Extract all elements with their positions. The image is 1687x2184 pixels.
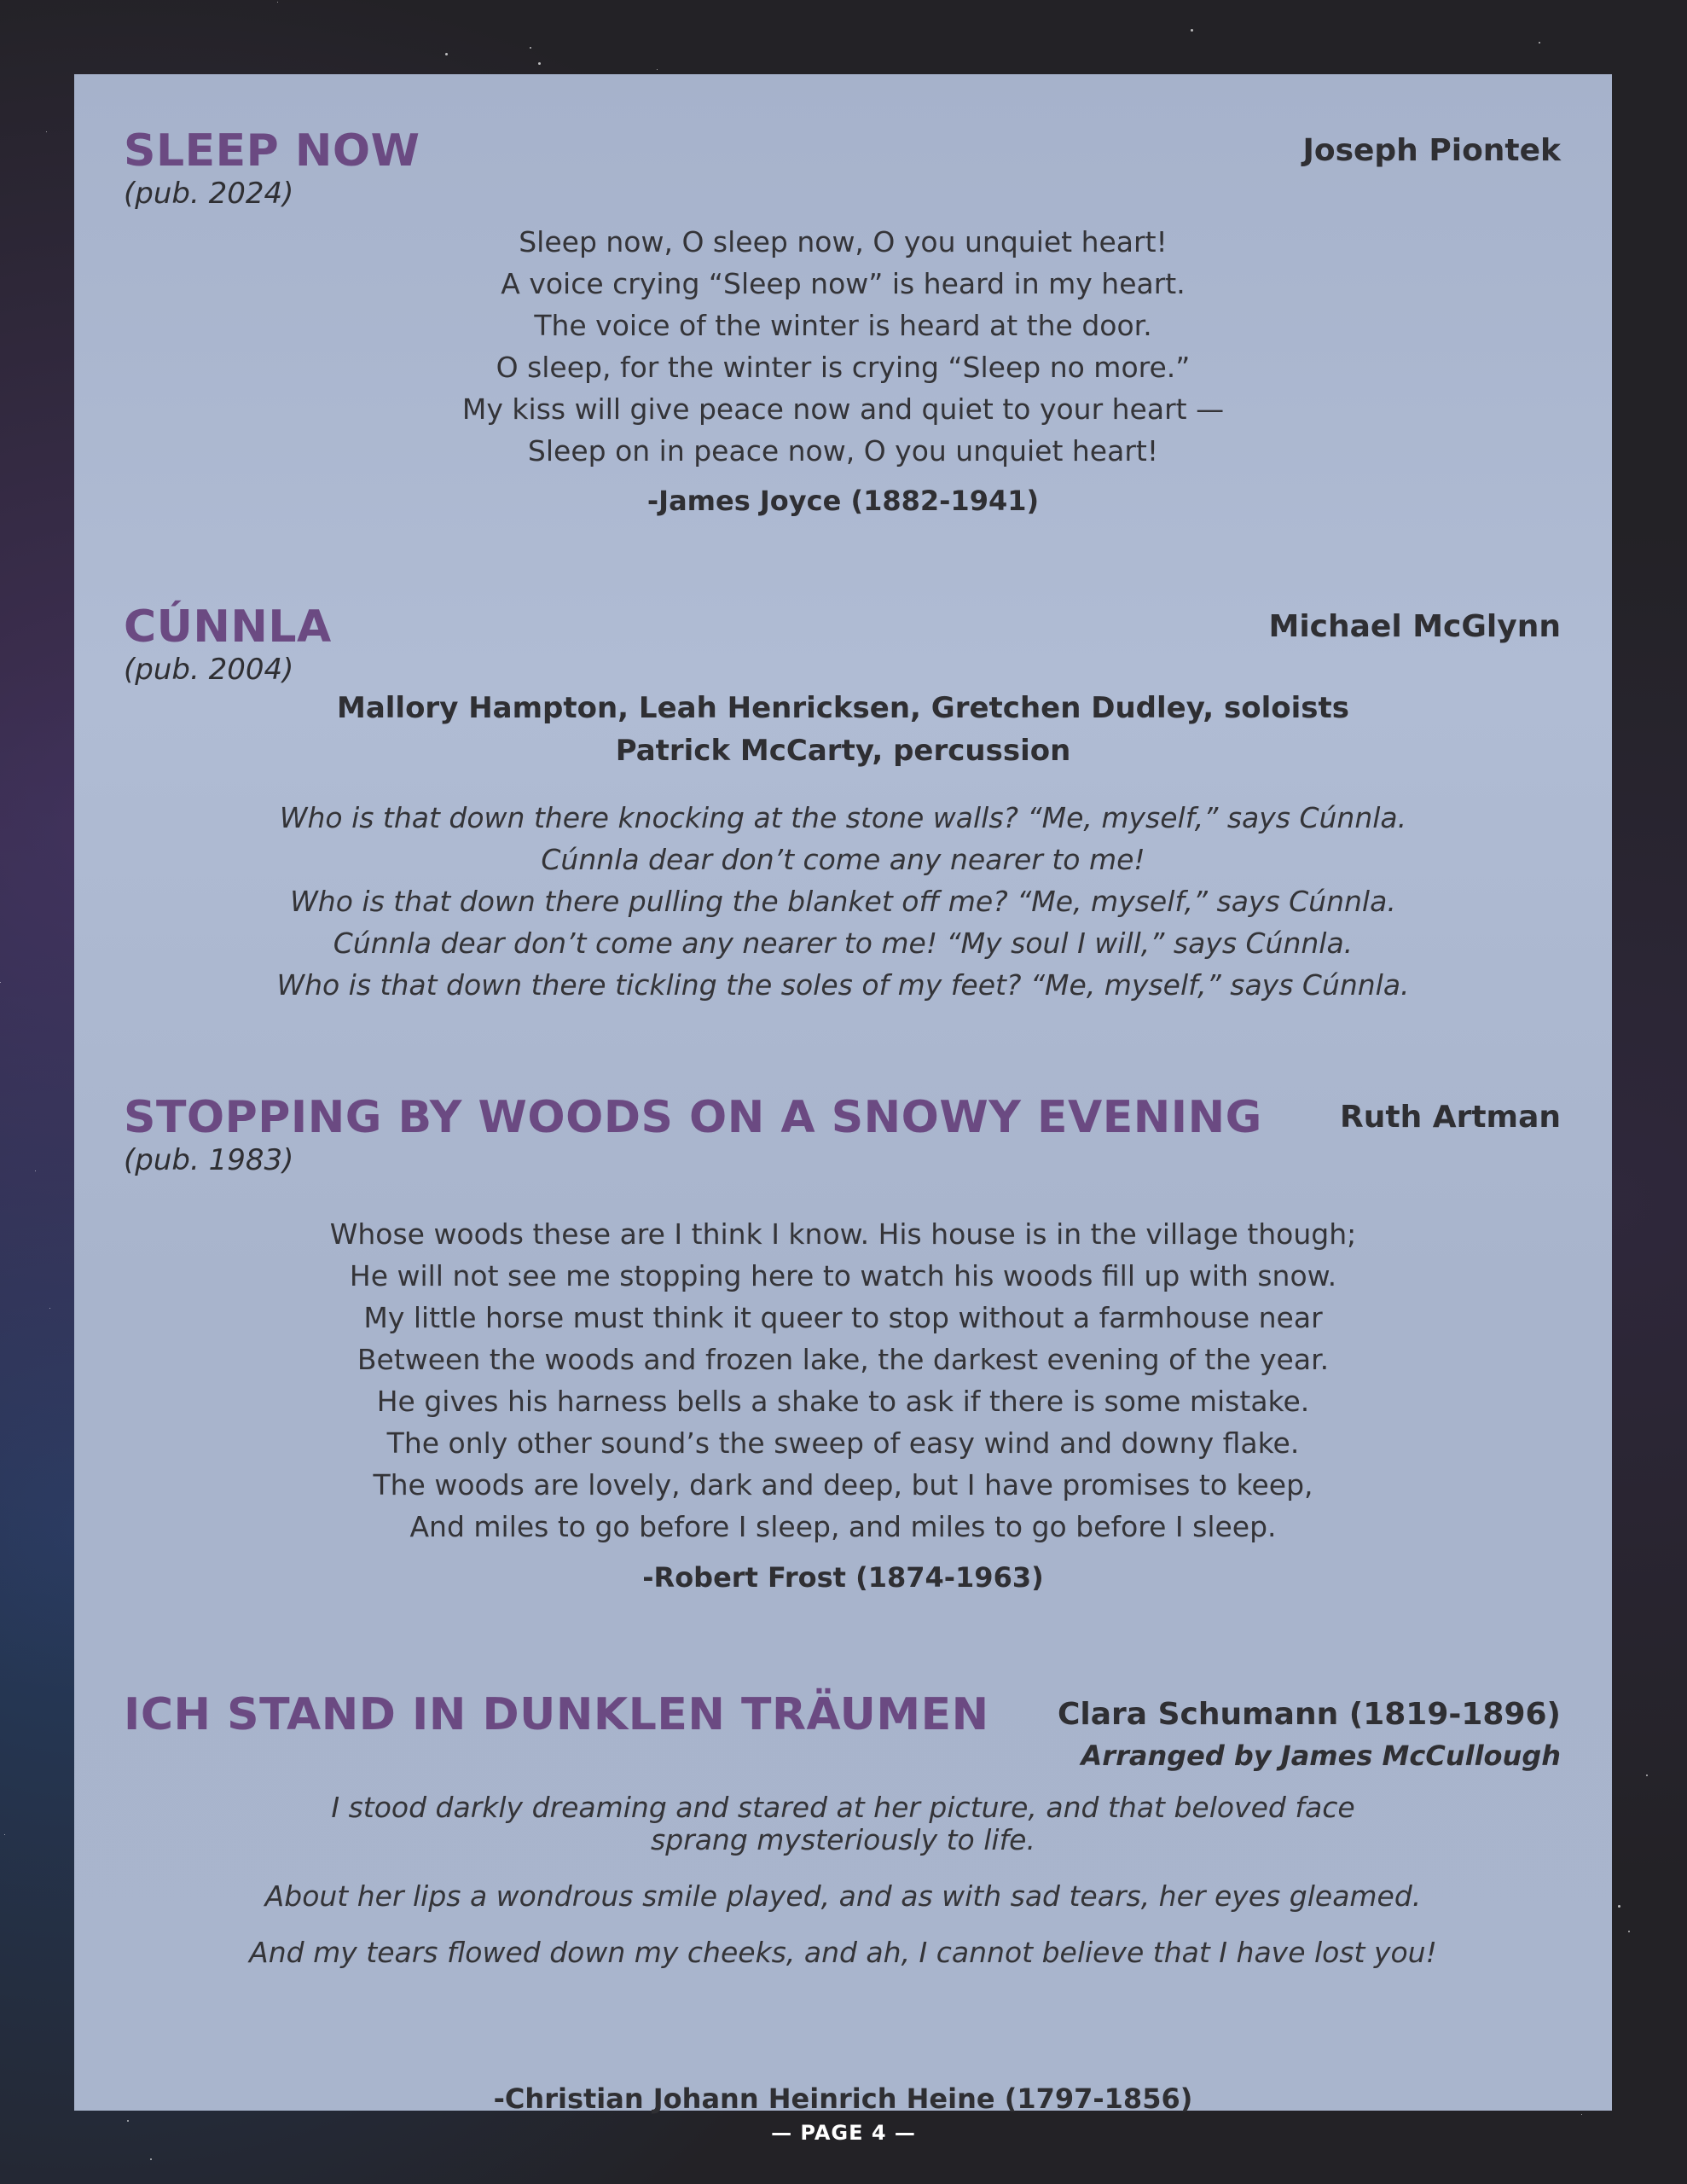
performer-line: Patrick McCarty, percussion [615, 734, 1071, 768]
poem-text [74, 1792, 1612, 1993]
performer-line: Mallory Hampton, Leah Henricksen, Gretchen Dudley, soloists [336, 691, 1349, 725]
composer-name: Michael McGlynn [1268, 609, 1561, 644]
poem-line: Cúnnla dear don’t come any nearer to me! [541, 843, 1145, 876]
piece-cunnla [74, 601, 1612, 1002]
poem-line: Between the woods and frozen lake, the darkest evening of the year. [357, 1343, 1330, 1376]
publication-year: (pub. 2024) [124, 177, 294, 211]
poem-text [74, 221, 1612, 472]
poem-text [74, 797, 1612, 1006]
star [538, 62, 541, 65]
poem-text [74, 1213, 1612, 1548]
poem-line: Sleep now, O sleep now, O you unquiet heart! [519, 225, 1168, 258]
star [1191, 29, 1193, 32]
poem-line: And my tears flowed down my cheeks, and ah, I cannot believe that I have lost you! [249, 1936, 1437, 1969]
star [4, 1834, 5, 1835]
poem-line: I stood darkly dreaming and stared at her picture, and that beloved face [331, 1791, 1355, 1824]
poet-credit: -James Joyce (1882-1941) [646, 485, 1040, 517]
piece-stopping-by-woods [74, 1092, 1612, 1594]
performers [74, 687, 1612, 772]
star [150, 2158, 152, 2160]
piece-title: CÚNNLA [124, 601, 332, 653]
star [530, 47, 531, 49]
poem-line: A voice crying “Sleep now” is heard in my heart. [501, 267, 1186, 300]
star [277, 2, 278, 3]
publication-year: (pub. 1983) [124, 1143, 294, 1177]
star [1618, 1905, 1620, 1908]
program-panel [74, 74, 1612, 2115]
poem-line: About her lips a wondrous smile played, and as with sad tears, her eyes gleamed. [264, 1879, 1422, 1913]
poem-line: And miles to go before I sleep, and miles to go before I sleep. [409, 1510, 1277, 1543]
poem-stanza [74, 1937, 1612, 1969]
star [0, 982, 1, 983]
poet-credit: -Christian Johann Heinrich Heine (1797-1856) [493, 2082, 1193, 2115]
star [445, 53, 448, 55]
composer-name: Ruth Artman [1340, 1100, 1561, 1135]
star [35, 1170, 36, 1171]
composer-name: Clara Schumann (1819-1896) [1058, 1697, 1561, 1732]
poem-line: Whose woods these are I think I know. His house is in the village though; [329, 1217, 1357, 1251]
publication-year: (pub. 2004) [124, 653, 294, 687]
piece-title: ICH STAND IN DUNKLEN TRÄUMEN [124, 1689, 989, 1740]
poem-line: The woods are lovely, dark and deep, but I have promises to keep, [373, 1468, 1313, 1502]
page-number: — PAGE 4 — [771, 2121, 916, 2145]
poem-line: The only other sound’s the sweep of easy wind and downy flake. [386, 1426, 1300, 1460]
poem-stanza [74, 1880, 1612, 1913]
star [657, 69, 658, 70]
star [1539, 42, 1540, 44]
piece-title: STOPPING BY WOODS ON A SNOWY EVENING [124, 1092, 1262, 1143]
poem-line: sprang mysteriously to life. [651, 1823, 1035, 1856]
poem-line: Sleep on in peace now, O you unquiet heart! [527, 434, 1159, 468]
poem-line: O sleep, for the winter is crying “Sleep no more.” [496, 351, 1191, 384]
piece-ich-stand [74, 1689, 1612, 2115]
poem-line: Who is that down there tickling the soles of my feet? “Me, myself,” says Cúnnla. [276, 968, 1410, 1002]
poet-credit: -Robert Frost (1874-1963) [642, 1561, 1044, 1594]
poem-stanza [74, 1792, 1612, 1856]
star [1628, 1931, 1630, 1932]
star [1646, 1774, 1648, 1776]
piece-title: SLEEP NOW [124, 125, 420, 177]
poem-line: The voice of the winter is heard at the door. [534, 309, 1152, 342]
composer-name: Joseph Piontek [1302, 133, 1561, 168]
poem-line: Who is that down there knocking at the stone walls? “Me, myself,” says Cúnnla. [279, 801, 1407, 834]
poem-line: Cúnnla dear don’t come any nearer to me! “My soul I will,” says Cúnnla. [333, 926, 1354, 960]
poem-line: He gives his harness bells a shake to ask if there is some mistake. [376, 1385, 1310, 1418]
star [46, 131, 47, 132]
poem-line: He will not see me stopping here to watch his woods fill up with snow. [349, 1259, 1337, 1292]
poem-line: My kiss will give peace now and quiet to your heart — [461, 392, 1225, 426]
poem-line: Who is that down there pulling the blanket off me? “Me, myself,” says Cúnnla. [290, 885, 1396, 918]
star [49, 1308, 50, 1309]
arranger-credit: Arranged by James McCullough [1081, 1740, 1561, 1772]
piece-sleep-now [74, 125, 1612, 517]
poem-line: My little horse must think it queer to stop without a farmhouse near [363, 1301, 1323, 1334]
